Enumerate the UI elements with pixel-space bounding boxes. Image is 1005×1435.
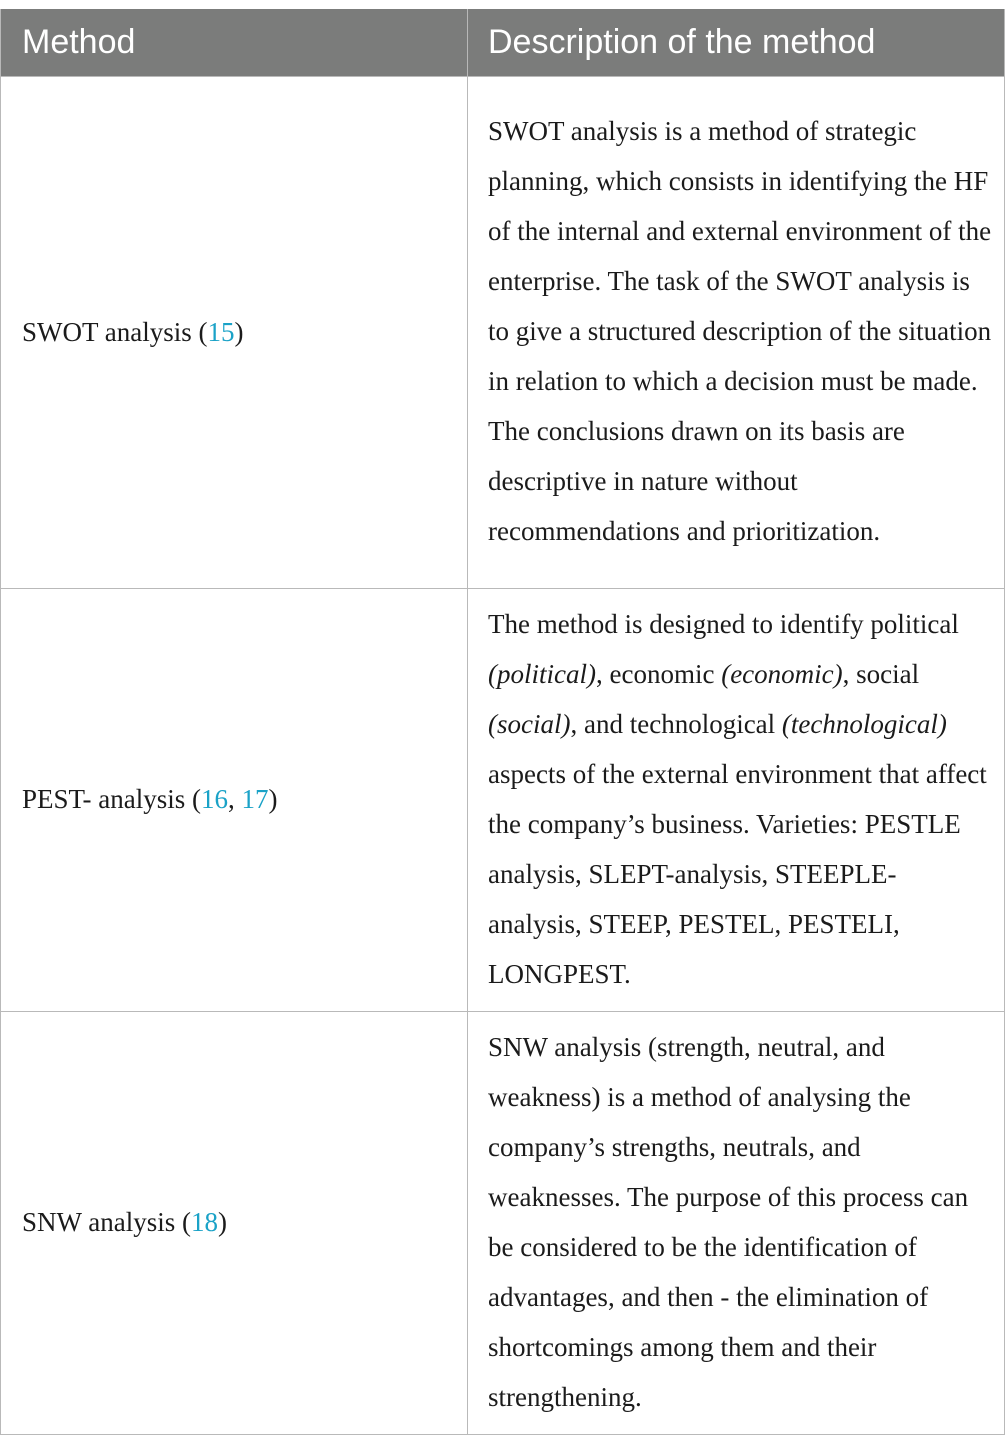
ref-separator: , — [228, 784, 242, 814]
reference-link[interactable]: 15 — [207, 316, 235, 347]
reference-link[interactable]: 16 — [201, 784, 229, 814]
description-cell — [468, 1011, 1005, 1434]
ref-close: ) — [268, 784, 278, 814]
reference-link[interactable]: 17 — [241, 784, 269, 814]
header-row — [1, 9, 1005, 76]
method-name: PEST- analysis — [22, 784, 186, 814]
description-text: The method is designed to identify political — [488, 608, 959, 639]
description-emphasis: (social) — [488, 708, 571, 739]
table-row — [1, 588, 1005, 1011]
method-name: SWOT analysis — [22, 316, 192, 347]
table-header — [1, 9, 1005, 76]
ref-open: ( — [191, 316, 208, 347]
reference-link[interactable]: 18 — [191, 1207, 218, 1237]
description-emphasis: (technological) — [781, 708, 947, 739]
description-text: , and technological — [570, 708, 782, 739]
description-text: SNW analysis (strength, neutral, and weakness) is a method of analysing the company’s strengths, neutrals, and weaknesses. The purpose of this process can be considered to be the identification of advantages, and then - the elimination of shortcomings among them and their strengthening. — [488, 1031, 969, 1412]
description-text: , social — [842, 658, 920, 689]
table-row — [1, 1011, 1005, 1434]
ref-close: ) — [234, 316, 244, 347]
method-name: SNW analysis — [22, 1207, 176, 1237]
description-text: SWOT analysis is a method of strategic planning, which consists in identifying the HF of the internal and external environment of the enterprise. The task of the SWOT analysis is to give a structured description of the situation in relation to which a decision must be made. The conclusions drawn on its basis are descriptive in nature without recommendations and prioritization. — [488, 116, 992, 546]
method-cell — [1, 588, 468, 1011]
table-row — [1, 76, 1005, 588]
methods-table — [0, 9, 1005, 1435]
description-cell — [468, 588, 1005, 1011]
description-emphasis: (political) — [488, 658, 596, 689]
header-method: Method — [1, 9, 468, 76]
description-emphasis: (economic) — [721, 658, 843, 689]
description-cell — [468, 76, 1005, 588]
ref-open: ( — [175, 1207, 191, 1237]
ref-close: ) — [218, 1207, 227, 1237]
header-description: Description of the method — [468, 9, 1005, 76]
description-text: , economic — [595, 658, 722, 689]
method-cell — [1, 76, 468, 588]
description-text: aspects of the external environment that affect the company’s business. Varieties: PESTLE analysis, SLEPT-analysis, STEEPLE- analysis, STEEP, PESTEL, PESTELI, LONGPEST. — [488, 758, 987, 989]
ref-open: ( — [185, 784, 202, 814]
method-cell — [1, 1011, 468, 1434]
table-body — [1, 76, 1005, 1434]
